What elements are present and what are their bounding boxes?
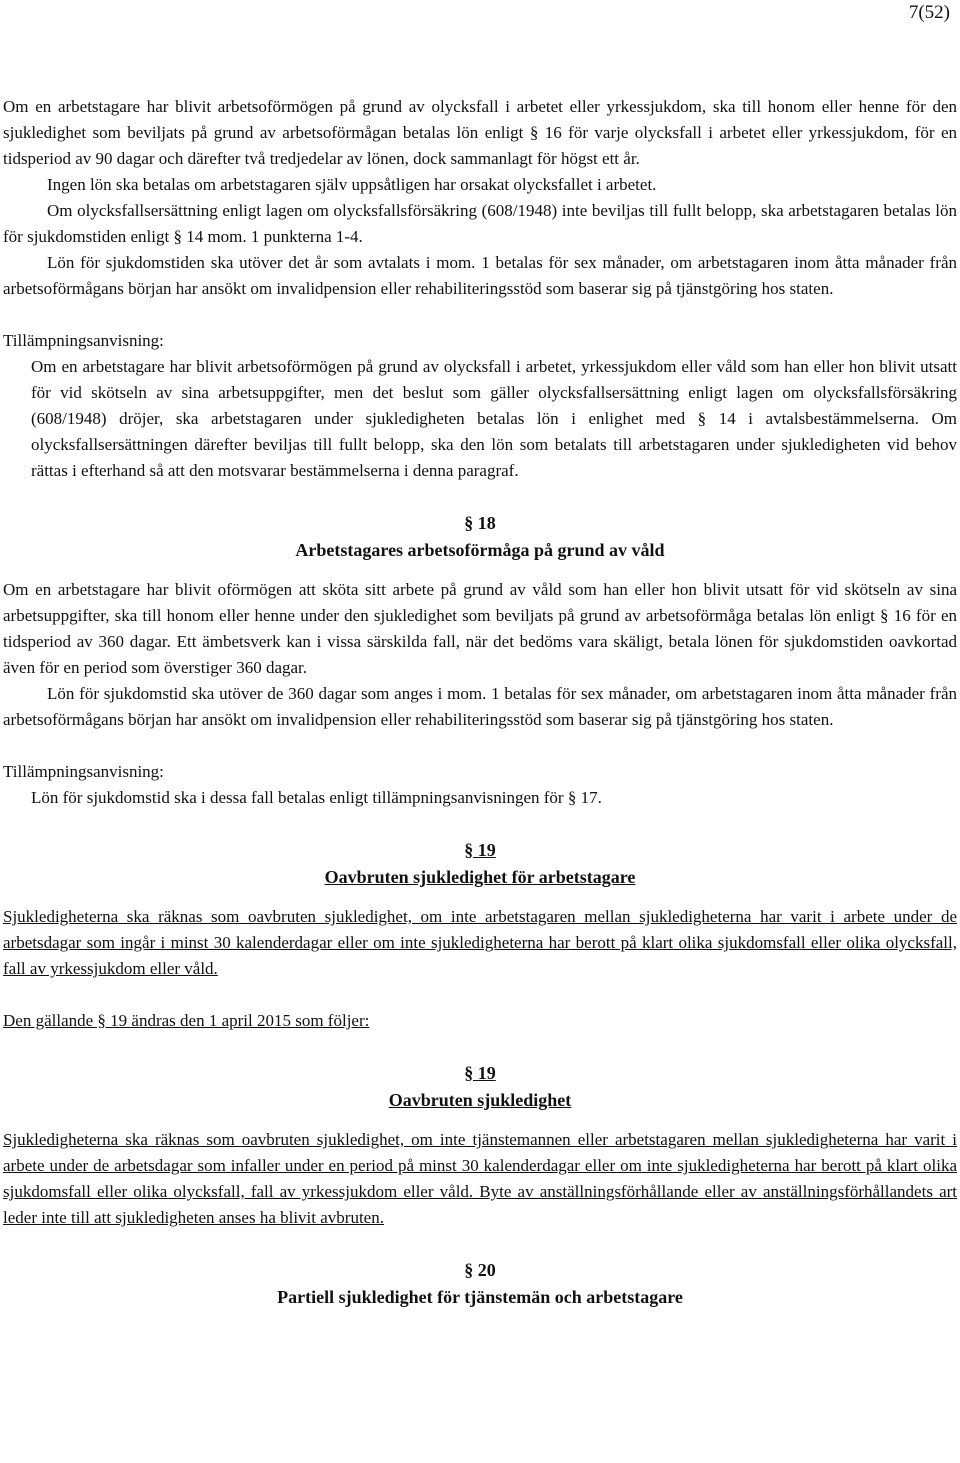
section17-guide-label: Tillämpningsanvisning: — [3, 331, 164, 350]
spacer — [3, 1114, 957, 1127]
section19-new-paragraph: Sjukledigheterna ska räknas som oavbruten sjukledighet, om inte tjänstemannen eller arbetstagaren mellan sjukledigheterna har varit i arbete under de arbetsdagar som infaller under en period på minst 30 kalenderdagar eller om inte sjukledigheterna har berott på klart olika sjukdomsfall eller olika olycksfall, fall av yrkessjukdom eller våld. Byte av anställningsförhållande eller av anställningsförhållandets art leder inte till att sjukledigheten anses ha blivit avbruten. — [3, 1130, 957, 1227]
spacer — [3, 484, 957, 510]
section17-paragraph-2: Ingen lön ska betalas om arbetstagaren själv uppsåtligen har orsakat olycksfallet i arbetet. — [47, 175, 657, 194]
spacer — [3, 811, 957, 837]
section19-old-paragraph: Sjukledigheterna ska räknas som oavbruten sjukledighet, om inte arbetstagaren mellan sjukledigheterna har varit i arbete under de arbetsdagar som ingår i minst 30 kalenderdagar eller om inte sjukledigheterna har berott på klart olika sjukdomsfall eller olika olycksfall, fall av yrkessjukdom eller våld. — [3, 907, 957, 978]
section17-paragraph-4: Lön för sjukdomstiden ska utöver det år som avtalats i mom. 1 betalas för sex månader, om arbetstagaren inom åtta månader från arbetsoförmågans början har ansökt om invalidpension eller rehabiliteringsstöd som baserar sig på tjänstgöring hos staten. — [3, 253, 957, 298]
section18-paragraph-2: Lön för sjukdomstid ska utöver de 360 dagar som anges i mom. 1 betalas för sex månader, om arbetstagaren inom åtta månader från arbetsoförmågans början har ansökt om invalidpension eller rehabiliteringsstöd som baserar sig på tjänstgöring hos staten. — [3, 684, 957, 729]
section19-new-title: Oavbruten sjukledighet — [388, 1090, 572, 1110]
section18-guide-text: Lön för sjukdomstid ska i dessa fall betalas enligt tillämpningsanvisningen för § 17. — [31, 788, 602, 807]
section17-paragraph-1: Om en arbetstagare har blivit arbetsoförmögen på grund av olycksfall i arbetet eller yrkessjukdom, ska till honom eller henne för den sjukledighet som beviljats på grund av arbetsoförmågan betalas lön enligt § 16 för varje olycksfall i arbetet eller yrkessjukdom, för en tidsperiod av 90 dagar och därefter två tredjedelar av lönen, dock sammanlagt för högst ett år. — [3, 97, 957, 168]
section19-old-title: Oavbruten sjukledighet för arbetstagare — [324, 867, 636, 887]
section20-title: Partiell sjukledighet för tjänstemän och arbetstagare — [277, 1287, 683, 1307]
section18-number: § 18 — [464, 513, 496, 533]
section18-guide-label: Tillämpningsanvisning: — [3, 762, 164, 781]
spacer — [3, 564, 957, 577]
section19-new-number: § 19 — [464, 1063, 496, 1083]
spacer — [3, 1034, 957, 1060]
section17-paragraph-3: Om olycksfallsersättning enligt lagen om olycksfallsförsäkring (608/1948) inte beviljas till fullt belopp, ska arbetstagaren betalas lön för sjukdomstiden enligt § 14 mom. 1 punkterna 1-4. — [3, 201, 957, 246]
document-body — [3, 94, 957, 1311]
section20-number: § 20 — [464, 1260, 496, 1280]
spacer — [3, 891, 957, 904]
spacer — [3, 1231, 957, 1257]
section19-old-number: § 19 — [464, 840, 496, 860]
section18-paragraph-1: Om en arbetstagare har blivit oförmögen att sköta sitt arbete på grund av våld som han eller hon blivit utsatt för vid skötseln av sina arbetsuppgifter, ska till honom eller henne under den sjukledighet som beviljats på grund av arbetsoförmåga betalas lön enligt § 16 för en tidsperiod av 360 dagar. Ett ämbetsverk kan i vissa särskilda fall, när det bedöms vara skäligt, betala lönen för sjukdomstiden oavkortad även för en period som överstiger 360 dagar. — [3, 580, 957, 677]
spacer — [3, 982, 957, 1008]
page-number: 7(52) — [908, 2, 950, 23]
section18-title: Arbetstagares arbetsoförmåga på grund av våld — [295, 540, 665, 560]
section17-guide-text: Om en arbetstagare har blivit arbetsoförmögen på grund av olycksfall i arbetet, yrkessjukdom eller våld som han eller hon blivit utsatt för vid skötseln av sina arbetsuppgifter, men det beslut som gäller olycksfallsersättning enligt lagen om olycksfallsförsäkring (608/1948) dröjer, ska arbetstagaren under sjukledigheten betalas lön i enlighet med § 14 i avtalsbestämmelserna. Om olycksfallsersättningen därefter beviljas till fullt belopp, ska den lön som betalats till arbetstagaren under sjukledigheten vid behov rättas i efterhand så att den motsvarar bestämmelserna i denna paragraf. — [31, 357, 957, 480]
change-note: Den gällande § 19 ändras den 1 april 2015 som följer: — [3, 1011, 370, 1030]
